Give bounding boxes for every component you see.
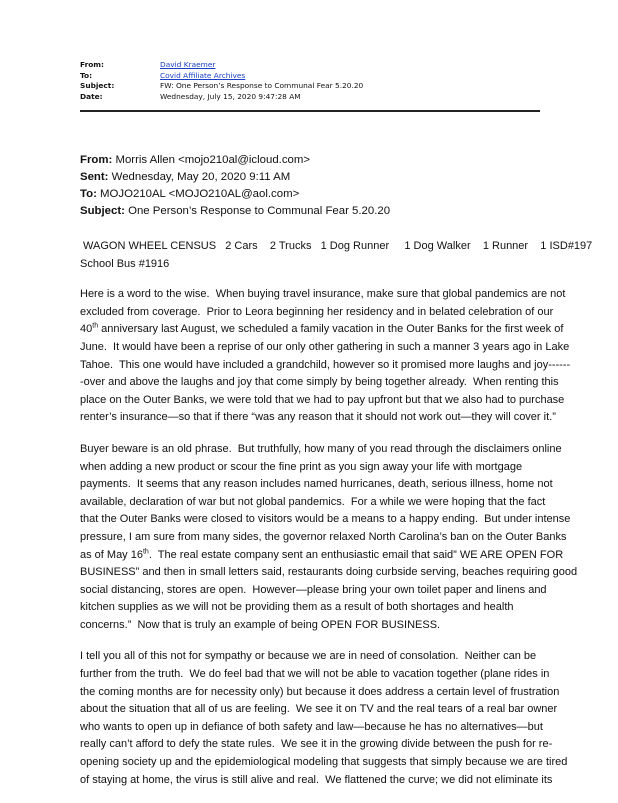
date-label: Date: — [80, 91, 103, 101]
fw-subject: One Person’s Response to Communal Fear 5.20.20 — [128, 205, 391, 217]
from-label: From: — [80, 60, 104, 69]
superscript: th — [142, 547, 149, 555]
text-line: pressure, I am sure from many sides, the governor relaxed North Carolina’s ban on the Outer Banks — [80, 530, 567, 543]
text-line: -over and above the laughs and joy that come simply by being together already. When renting this — [80, 376, 559, 389]
fw-to-label: To: — [80, 188, 97, 200]
paragraph — [80, 286, 610, 427]
text-line: about the situation that all of us are feeling. We see it on TV and the real tears of a real bar owner — [80, 703, 558, 716]
text-line: social distancing, stores are open. However—please bring your own toilet paper and linens and — [80, 583, 547, 596]
fw-sent-label: Sent: — [80, 171, 109, 183]
header-divider — [80, 110, 540, 112]
text-line: School Bus #1916 — [80, 257, 170, 270]
text-line: concerns.” Now that is truly an example of being OPEN FOR BUSINESS. — [80, 618, 441, 631]
email-body — [80, 238, 610, 803]
paragraph — [80, 441, 610, 635]
text-line: the coming months are for necessity only) but because it does address a certain level of frustration — [80, 685, 560, 698]
forwarded-header — [80, 152, 390, 220]
fw-sent: Wednesday, May 20, 2020 9:11 AM — [111, 171, 291, 183]
text-line: Tahoe. This one would have included a grandchild, however so it promised more laughs and joy------ — [80, 358, 571, 371]
text-line: that the Outer Banks were closed to visitors would be a means to a happy ending. But under intense — [80, 513, 571, 526]
text-line: as of May 16th. The real estate company sent an enthusiastic email that said” WE ARE OPEN FOR — [80, 547, 564, 561]
fw-to: MOJO210AL <MOJO210AL@aol.com> — [100, 188, 300, 200]
to-link[interactable]: Covid Affiliate Archives — [160, 70, 246, 80]
from-link[interactable]: David Kraemer — [160, 60, 216, 69]
email-header — [80, 60, 363, 102]
text-line: 40th anniversary last August, we scheduled a family vacation in the Outer Banks for the first week of — [80, 322, 564, 336]
text-line: opening society up and the epidemiological modeling that suggests that simply because we are tired — [80, 756, 568, 769]
text-line: kitchen supplies as we will not be providing them as a result of both shortages and health — [80, 601, 514, 614]
text-line: June. It would have been a reprise of our only other gathering in such a manner 3 years ago in Lake — [80, 340, 570, 353]
text-line: Here is a word to the wise. When buying travel insurance, make sure that global pandemics are not — [80, 288, 566, 301]
text-line: excluded from coverage. Prior to Leora beginning her residency and in belated celebration of our — [80, 305, 554, 318]
text-line: place on the Outer Banks, we were told that we had to pay upfront but that we also had to purchase — [80, 393, 565, 406]
to-label: To: — [80, 70, 93, 80]
paragraph — [80, 648, 610, 789]
subject-label: Subject: — [80, 81, 115, 91]
text-line: who wants to open up in defiance of both safety and law—because he has no alternatives—but — [80, 720, 543, 733]
text-line: available, declaration of war but not global pandemics. For a while we were hoping that the fact — [80, 495, 546, 508]
text-line: BUSINESS” and then in small letters said, restaurants doing curbside serving, beaches requiring good — [80, 566, 578, 579]
text-line: I tell you all of this not for sympathy or because we are in need of consolation. Neither can be — [80, 650, 537, 663]
text-line: payments. It seems that any reason includes named hurricanes, death, serious illness, home not — [80, 478, 553, 491]
paragraph — [80, 238, 610, 273]
text-line: renter’s insurance—so that if there “was any reason that it should not work out—they will cover it.” — [80, 411, 556, 424]
text-line: when adding a new product or scour the fine print as you sign away your life with mortgage — [80, 460, 523, 473]
fw-subject-label: Subject: — [80, 205, 125, 217]
subject-value: FW: One Person’s Response to Communal Fear 5.20.20 — [160, 81, 364, 91]
text-line: further from the truth. We do feel bad that we will not be able to vacation together (plane rides in — [80, 668, 550, 681]
text-line: WAGON WHEEL CENSUS 2 Cars 2 Trucks 1 Dog Runner 1 Dog Walker 1 Runner 1 ISD#197 — [80, 240, 593, 252]
fw-from-label: From: — [80, 154, 113, 166]
text-line: of staying at home, the virus is still alive and real. We flattened the curve; we did not eliminate its — [80, 773, 553, 786]
superscript: th — [92, 322, 99, 330]
date-value: Wednesday, July 15, 2020 9:47:28 AM — [160, 91, 301, 101]
text-line: Buyer beware is an old phrase. But truthfully, how many of you read through the disclaimers online — [80, 442, 562, 455]
fw-from: Morris Allen <mojo210al@icloud.com> — [115, 154, 310, 166]
text-line: really can’t afford to defy the state rules. We see it in the growing divide between the push for re- — [80, 738, 553, 751]
